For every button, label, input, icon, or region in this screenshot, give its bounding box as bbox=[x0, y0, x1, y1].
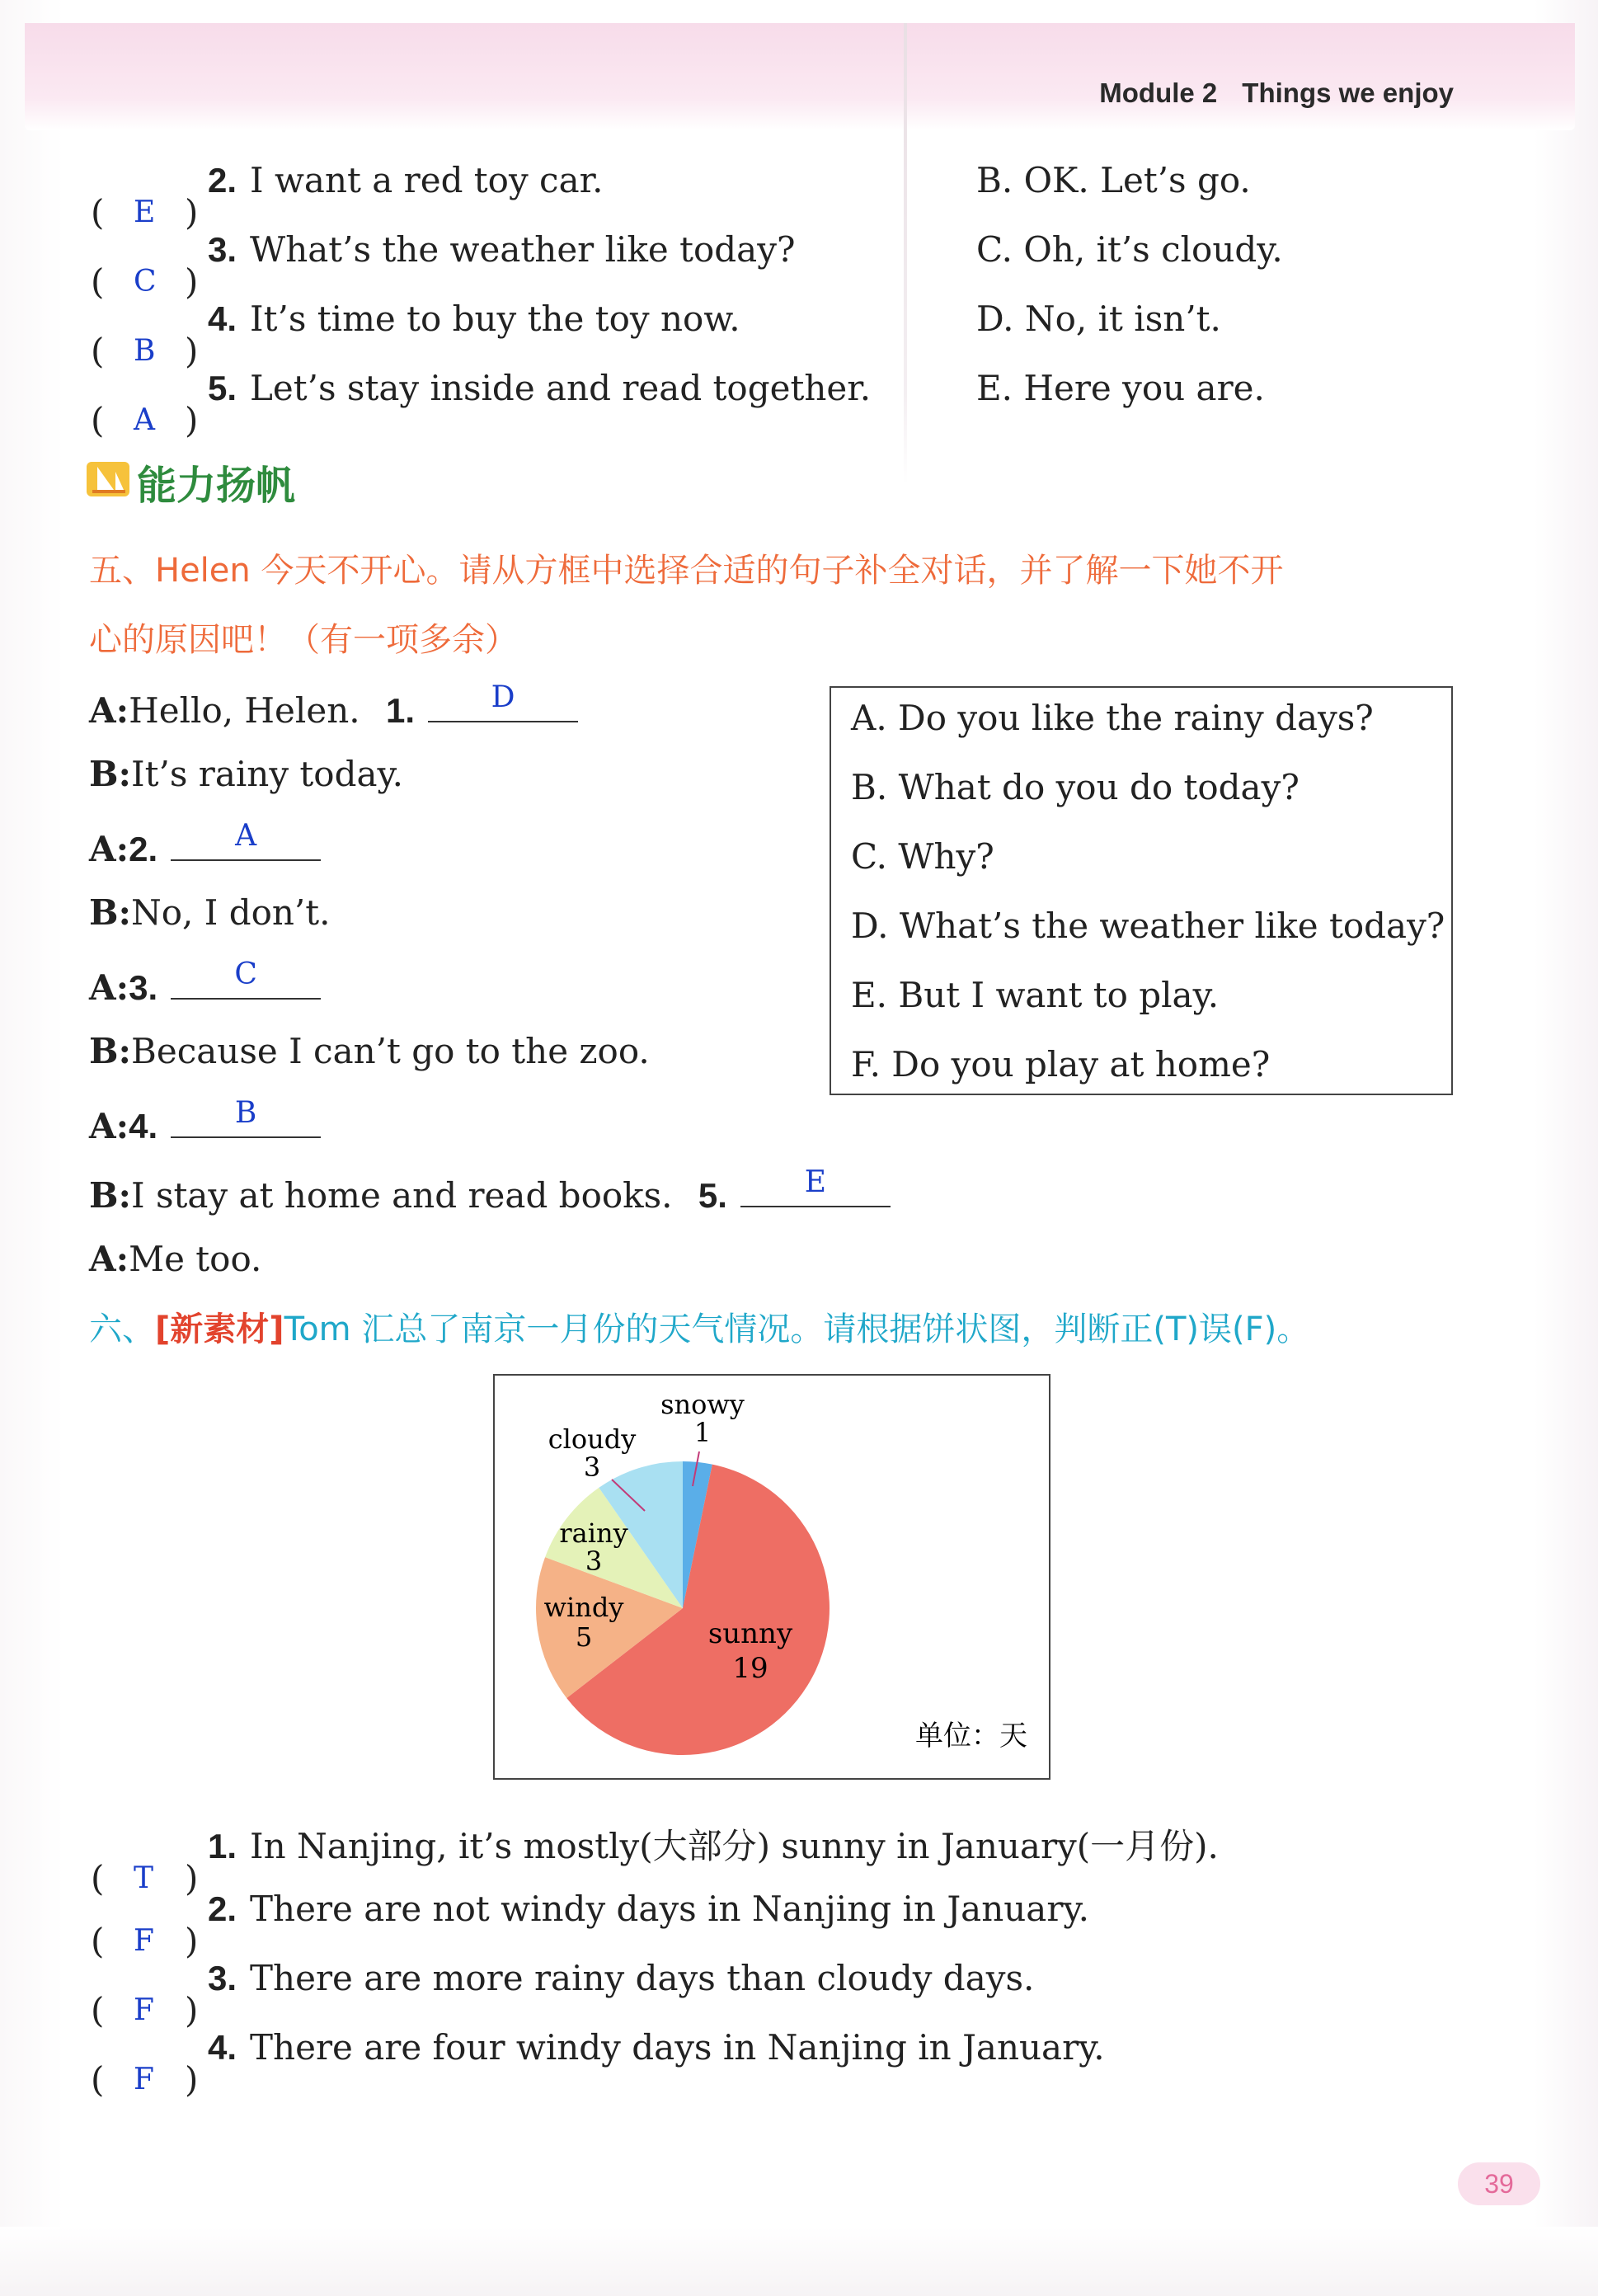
dialogue-line: A:Hello, Helen. 1. D bbox=[89, 685, 578, 731]
slice-label-rainy: rainy bbox=[559, 1517, 628, 1549]
slice-label-snowy: snowy bbox=[660, 1389, 745, 1420]
matching-item: ( B ) 4. It’s time to buy the toy now. bbox=[91, 299, 740, 371]
judgement-item: ( F ) 2. There are not windy days in Nanjing in January. bbox=[91, 1889, 1089, 1961]
option-item: C. Why? bbox=[851, 836, 994, 877]
answer-blank[interactable]: E bbox=[740, 1169, 891, 1207]
dialogue-line: B:No, I don’t. bbox=[89, 892, 331, 933]
pie-chart-box bbox=[493, 1374, 1050, 1780]
matching-option: D. No, it isn’t. bbox=[976, 299, 1221, 339]
answer-blank[interactable]: C bbox=[171, 962, 321, 1000]
page-number: 39 bbox=[1458, 2162, 1540, 2205]
sail-icon bbox=[86, 459, 130, 498]
pie-chart bbox=[495, 1376, 1049, 1778]
dialogue-line: A:4. B bbox=[89, 1100, 321, 1146]
module-title: Things we enjoy bbox=[1242, 78, 1454, 108]
header-band bbox=[25, 23, 1575, 130]
dialogue-line: A:Me too. bbox=[89, 1239, 262, 1279]
slice-label-cloudy: cloudy bbox=[548, 1423, 637, 1455]
option-item: A. Do you like the rainy days? bbox=[851, 698, 1374, 738]
answer-mark: E bbox=[134, 195, 156, 229]
judgement-item: ( F ) 4. There are four windy days in Nanjing in January. bbox=[91, 2027, 1105, 2100]
matching-item: ( E ) 2. I want a red toy car. bbox=[91, 160, 604, 233]
unit-label: 单位：天 bbox=[915, 1720, 1027, 1753]
slice-value-cloudy: 3 bbox=[583, 1451, 601, 1483]
matching-item: ( A ) 5. Let’s stay inside and read together. bbox=[91, 368, 872, 440]
option-item: F. Do you play at home? bbox=[851, 1044, 1271, 1084]
footer-band bbox=[0, 2227, 1598, 2296]
page-spine bbox=[904, 23, 907, 485]
matching-item: ( C ) 3. What’s the weather like today? bbox=[91, 229, 796, 302]
slice-value-rainy: 3 bbox=[585, 1546, 603, 1577]
option-item: D. What’s the weather like today? bbox=[851, 906, 1445, 946]
dialogue-line: B:I stay at home and read books. 5. E bbox=[89, 1169, 891, 1216]
matching-option: E. Here you are. bbox=[976, 368, 1265, 408]
slice-value-windy: 5 bbox=[575, 1621, 593, 1653]
answer-mark: C bbox=[134, 265, 157, 299]
page-header bbox=[1099, 78, 1454, 109]
matching-option: B. OK. Let’s go. bbox=[976, 160, 1251, 200]
answer-mark: F bbox=[134, 1924, 154, 1958]
new-material-tag: [新素材] bbox=[155, 1310, 284, 1348]
question-heading: 五、Helen 今天不开心。请从方框中选择合适的句子补全对话，并了解一下她不开 bbox=[89, 552, 1284, 590]
dialogue-line: B:It’s rainy today. bbox=[89, 754, 404, 794]
answer-blank[interactable]: A bbox=[171, 823, 321, 861]
judgement-item: ( T ) 1. In Nanjing, it’s mostly(大部分) sunny in January(一月份). bbox=[91, 1826, 1219, 1898]
dialogue-line: B:Because I can’t go to the zoo. bbox=[89, 1031, 650, 1071]
options-box bbox=[830, 686, 1453, 1095]
dialogue-line: A:2. A bbox=[89, 823, 321, 869]
module-label: Module 2 bbox=[1099, 78, 1218, 108]
answer-blank[interactable]: D bbox=[428, 685, 578, 722]
option-item: E. But I want to play. bbox=[851, 975, 1220, 1015]
answer-blank[interactable]: B bbox=[171, 1100, 321, 1138]
dialogue-line: A:3. C bbox=[89, 962, 321, 1008]
question-heading: 六、[新素材]Tom 汇总了南京一月份的天气情况。请根据饼状图，判断正(T)误(F)。 bbox=[89, 1310, 1310, 1348]
answer-mark: T bbox=[134, 1861, 154, 1895]
slice-label-sunny: sunny bbox=[707, 1617, 793, 1650]
answer-mark: B bbox=[134, 334, 156, 368]
slice-label-windy: windy bbox=[543, 1592, 624, 1623]
judgement-item: ( F ) 3. There are more rainy days than cloudy days. bbox=[91, 1958, 1035, 2030]
question-heading: 心的原因吧！（有一项多余） bbox=[89, 621, 518, 659]
matching-option: C. Oh, it’s cloudy. bbox=[976, 229, 1283, 270]
slice-value-sunny: 19 bbox=[732, 1652, 768, 1685]
answer-mark: A bbox=[134, 403, 155, 437]
section-title: 能力扬帆 bbox=[137, 463, 296, 509]
answer-mark: F bbox=[134, 2063, 154, 2096]
answer-mark: F bbox=[134, 1993, 154, 2027]
option-item: B. What do you do today? bbox=[851, 767, 1300, 807]
slice-value-snowy: 1 bbox=[693, 1417, 712, 1448]
